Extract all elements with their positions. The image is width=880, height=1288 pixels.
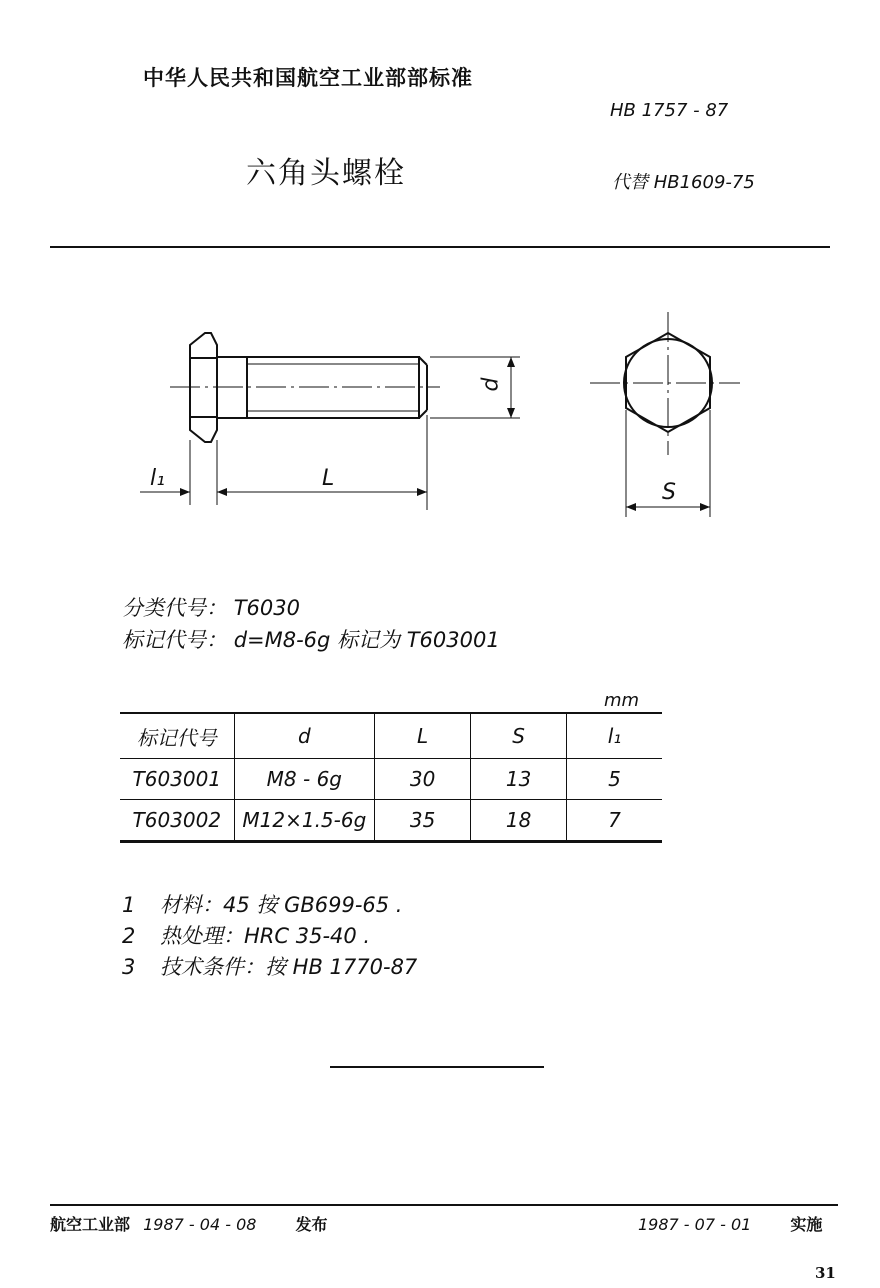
org-title: 中华人民共和国航空工业部部标准	[143, 66, 473, 90]
table-row	[120, 800, 662, 842]
marking-code-label: 标记代号：	[122, 628, 227, 652]
cell-d: M8 - 6g	[234, 759, 374, 800]
header-mark-code: 标记代号	[136, 725, 217, 750]
table-row	[120, 759, 662, 800]
cell-S: 13	[471, 759, 567, 800]
cell-L: 30	[375, 759, 471, 800]
publisher: 航空工业部	[50, 1215, 131, 1234]
label-l1: l₁	[150, 466, 165, 491]
marking-code	[122, 624, 500, 654]
page-number: 31	[815, 1264, 836, 1282]
cell-L: 35	[375, 800, 471, 842]
replaces-standard: 代替 HB1609-75	[612, 172, 755, 193]
header-l1: l₁	[567, 713, 662, 759]
cell-l1: 5	[567, 759, 662, 800]
dimension-table	[120, 712, 662, 843]
notes-list	[122, 890, 417, 983]
label-d: d	[478, 377, 504, 392]
marking-example: d=M8-6g 标记为 T603001	[233, 628, 500, 652]
note-text: 技术条件：按 HB 1770-87	[160, 955, 418, 979]
cell-mark-code: T603001	[132, 767, 222, 791]
note-item	[122, 890, 417, 921]
note-item	[122, 952, 417, 983]
issue-date: 1987 - 04 - 08	[143, 1215, 257, 1234]
footer-implemented	[638, 1212, 822, 1235]
header-d: d	[234, 713, 374, 759]
note-number: 3	[122, 955, 136, 979]
header-rule	[50, 246, 830, 248]
note-item	[122, 921, 417, 952]
note-number: 1	[122, 893, 136, 917]
cell-d: M12×1.5-6g	[234, 800, 374, 842]
footer-issued	[50, 1212, 328, 1235]
table-header-row	[120, 713, 662, 759]
label-S: S	[662, 480, 676, 505]
label-L: L	[322, 466, 335, 491]
implementation-label: 实施	[790, 1215, 823, 1234]
implementation-date: 1987 - 07 - 01	[638, 1215, 752, 1234]
cell-mark-code: T603002	[132, 808, 222, 832]
standard-number: HB 1757 - 87	[610, 100, 729, 121]
note-text: 材料：45 按 GB699-65 .	[160, 893, 403, 917]
cell-S: 18	[471, 800, 567, 842]
header-L: L	[375, 713, 471, 759]
note-text: 热处理：HRC 35-40 .	[160, 924, 371, 948]
issue-label: 发布	[295, 1215, 328, 1234]
bolt-drawing	[0, 300, 880, 540]
table-unit: mm	[604, 690, 640, 711]
footer-rule	[50, 1204, 838, 1206]
classification-code	[122, 592, 300, 622]
classification-code-value: T6030	[233, 596, 300, 620]
end-rule	[330, 1066, 544, 1068]
header-S: S	[471, 713, 567, 759]
note-number: 2	[122, 924, 136, 948]
classification-code-label: 分类代号：	[122, 596, 227, 620]
document-title: 六角头螺栓	[246, 156, 406, 191]
cell-l1: 7	[567, 800, 662, 842]
